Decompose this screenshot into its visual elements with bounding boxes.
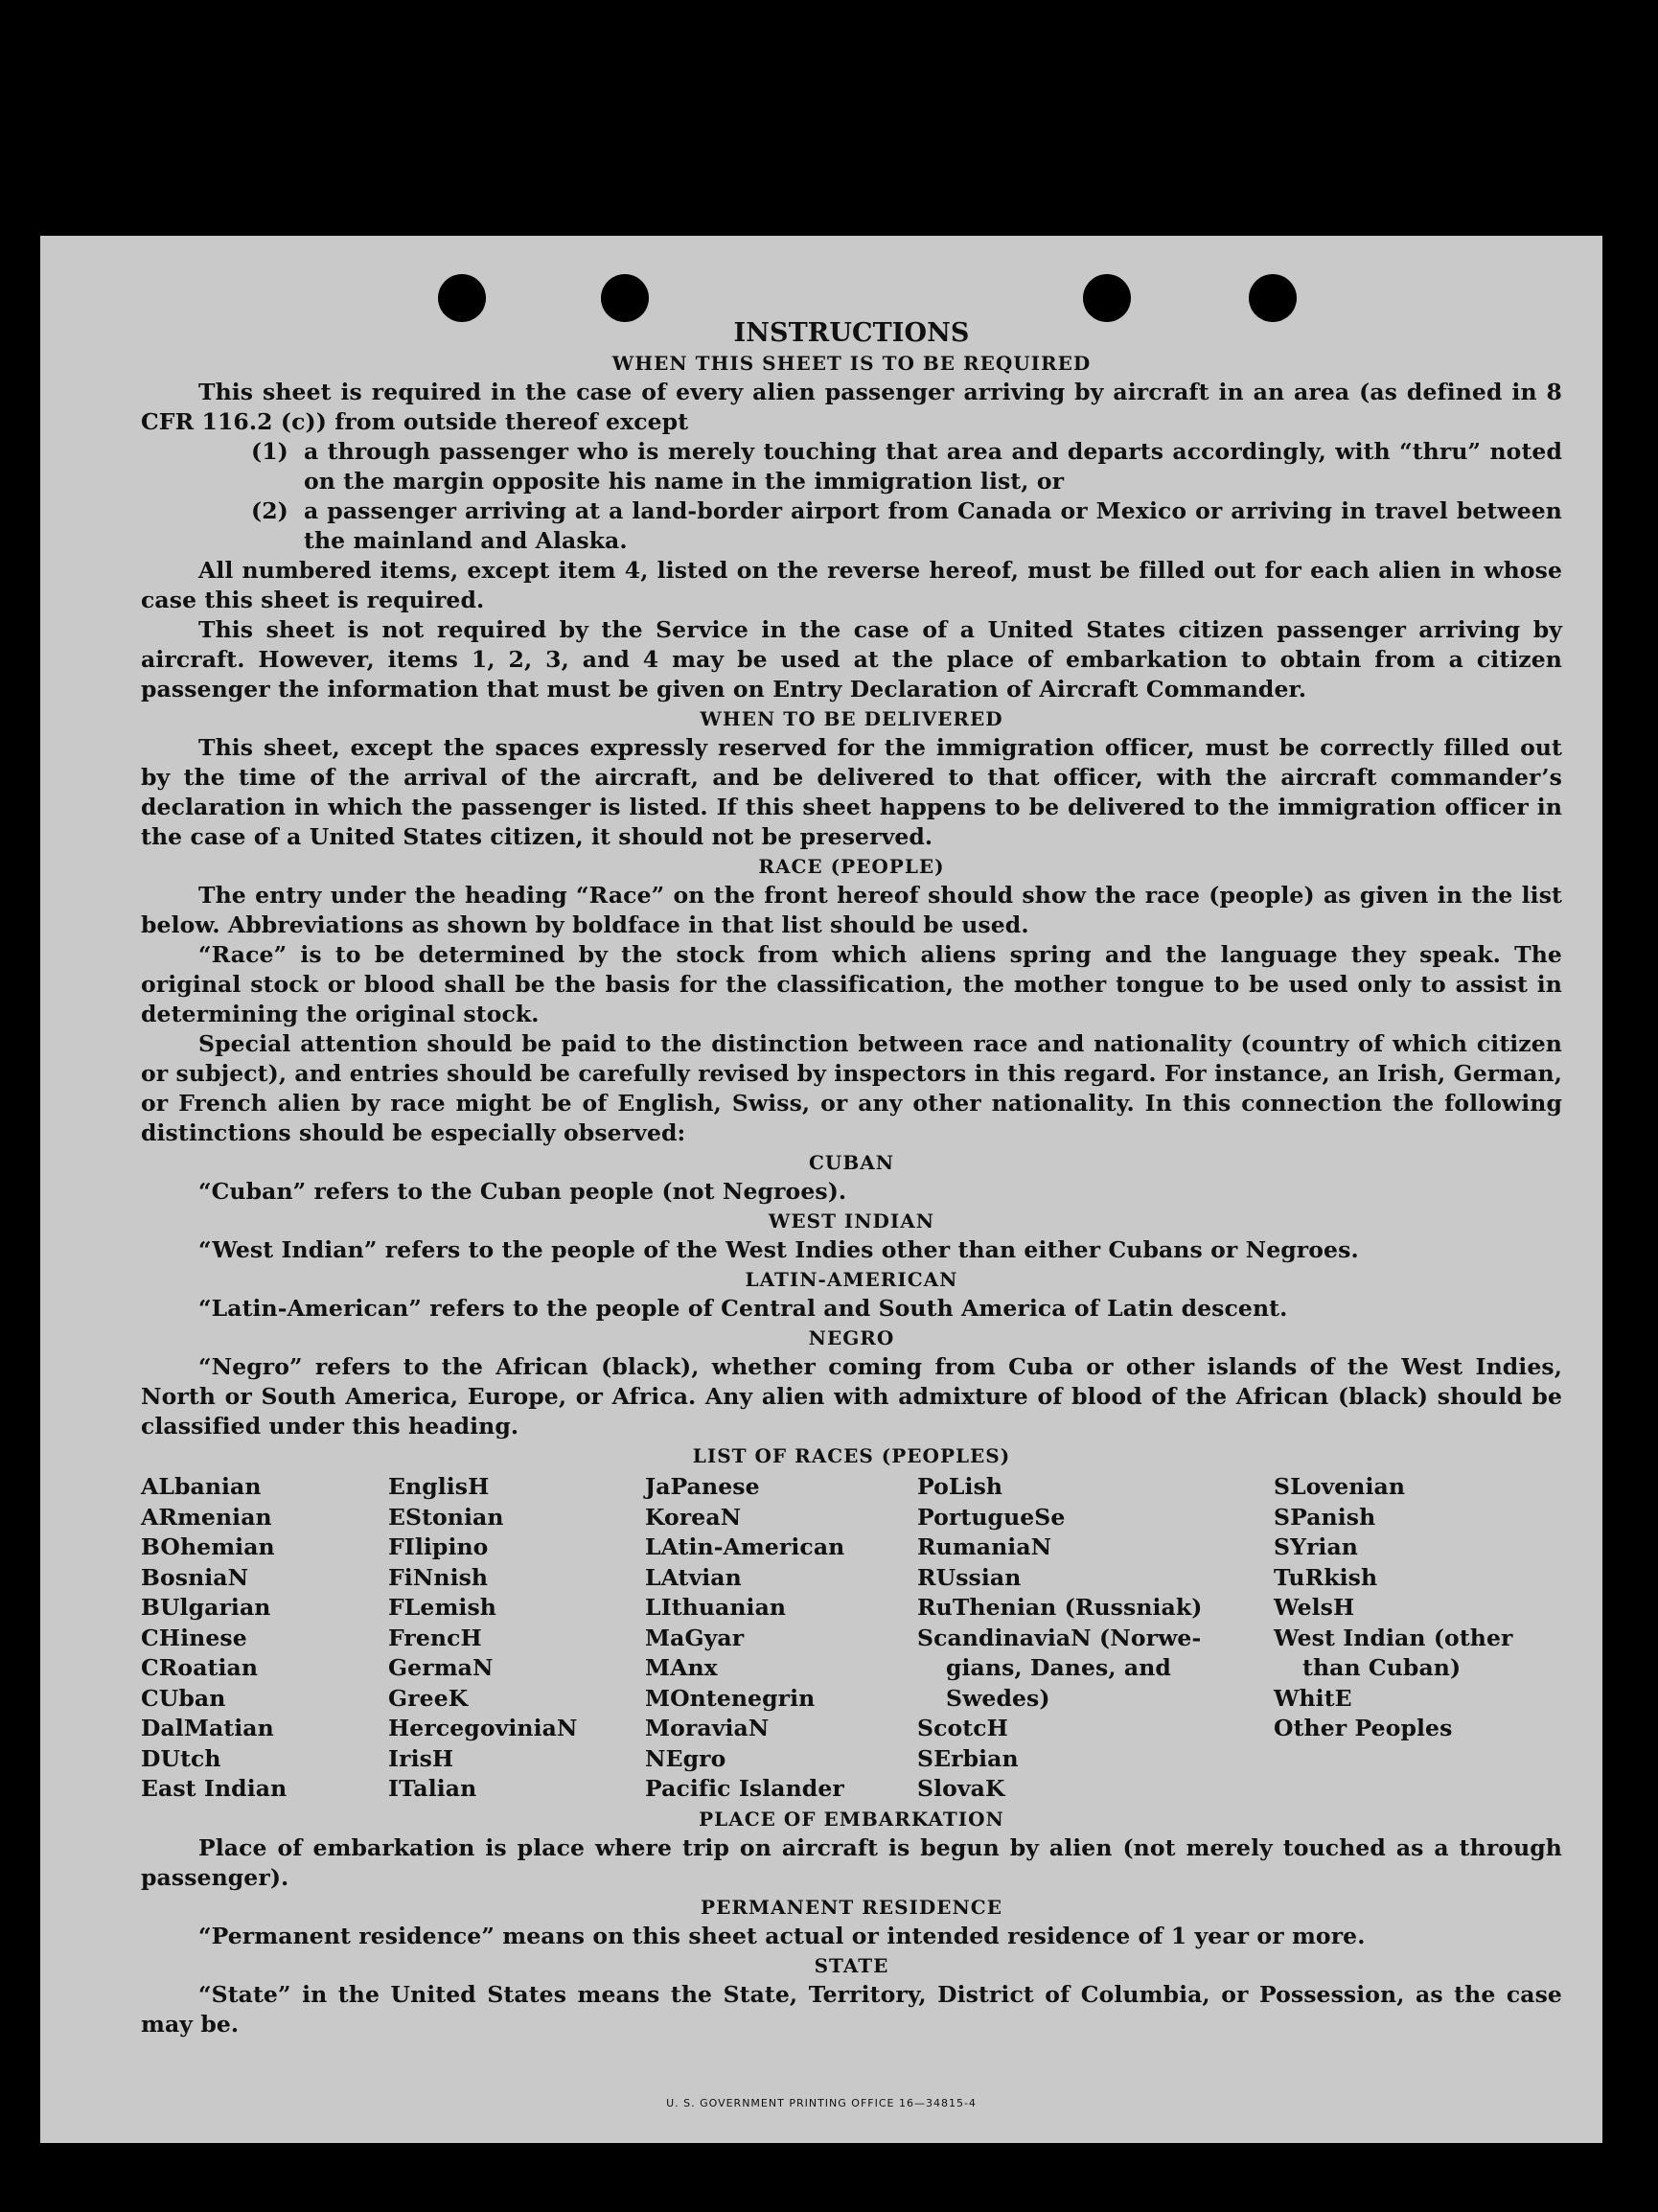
race-item: CHinese — [141, 1624, 247, 1651]
list-item — [251, 496, 1562, 556]
section-heading-races: LIST OF RACES (PEOPLES) — [692, 1444, 1011, 1467]
punch-hole — [1083, 274, 1131, 322]
paragraph: “Race” is to be determined by the stock from which aliens spring and the language they speak. The original stock or blood shall be the basis for the classification, the mother tongue to be used only to assist in determining the original stock. — [141, 941, 1562, 1027]
race-item: than Cuban) — [1302, 1654, 1462, 1681]
race-item: MaGyar — [645, 1624, 745, 1651]
definition: “State” in the United States means the State, Territory, District of Columbia, or Possession, as the case may be. — [141, 1980, 1562, 2038]
section-heading-west-indian: WEST INDIAN — [768, 1210, 935, 1233]
race-item: CRoatian — [141, 1654, 259, 1681]
race-item: FrencH — [388, 1624, 482, 1651]
race-item: gians, Danes, and — [946, 1654, 1171, 1681]
race-item: FiNnish — [388, 1563, 489, 1591]
race-item: ScotcH — [917, 1715, 1008, 1741]
race-item: SErbian — [917, 1744, 1019, 1772]
races-column-2 — [388, 1472, 645, 1805]
paragraph: This sheet is required in the case of every alien passenger arriving by aircraft in an area (as defined in 8 CFR 116.2 (c)) from outside thereof except — [141, 379, 1562, 435]
race-item: MoraviaN — [645, 1715, 770, 1741]
list-text: a passenger arriving at a land-border airport from Canada or Mexico or arriving in travel between the mainland and Alaska. — [304, 497, 1562, 554]
race-item: MOntenegrin — [645, 1684, 816, 1712]
race-item: SlovaK — [917, 1775, 1005, 1802]
race-item: SYrian — [1274, 1533, 1358, 1560]
section-heading-negro: NEGRO — [808, 1326, 895, 1349]
paragraph: Special attention should be paid to the distinction between race and nationality (country of which citizen or subject), and entries should be carefully revised by inspectors in this regard. For instance, an Irish, German, or French alien by race might be of English, Swiss, or any other nationality. In this connection the following distinctions should be especially observed: — [141, 1030, 1562, 1146]
race-item: LAtin-American — [645, 1533, 845, 1560]
punch-hole — [438, 274, 486, 322]
section-heading-latin-american: LATIN-AMERICAN — [745, 1268, 958, 1291]
race-item: WhitE — [1274, 1684, 1352, 1712]
list-text: a through passenger who is merely touching that area and departs accordingly, with “thru” noted on the margin opposite his name in the immigration list, or — [304, 438, 1562, 495]
paragraph: All numbered items, except item 4, listed on the reverse hereof, must be filled out for each alien in whose case this sheet is required. — [141, 557, 1562, 613]
race-item: DUtch — [141, 1744, 221, 1772]
race-item: ITalian — [388, 1775, 477, 1802]
race-item: East Indian — [141, 1775, 288, 1802]
race-item: SLovenian — [1274, 1473, 1406, 1500]
section-heading-state: STATE — [814, 1953, 889, 1977]
race-item: SPanish — [1274, 1503, 1376, 1531]
race-item: RuThenian (Russniak) — [917, 1594, 1203, 1621]
race-item: JaPanese — [645, 1473, 760, 1500]
race-item: BosniaN — [141, 1563, 249, 1591]
paragraph: The entry under the heading “Race” on the front hereof should show the race (people) as given in the list below. Abbreviations as shown by boldface in that list should be used. — [141, 882, 1562, 938]
race-item: PortugueSe — [917, 1503, 1066, 1531]
definition: Place of embarkation is place where trip on aircraft is begun by alien (not merely touched as a through passenger). — [141, 1833, 1562, 1891]
race-item: NEgro — [645, 1744, 726, 1772]
races-column-1 — [141, 1472, 388, 1805]
race-item: FIlipino — [388, 1533, 489, 1560]
race-item: LIthuanian — [645, 1594, 787, 1621]
section-heading-cuban: CUBAN — [808, 1151, 895, 1174]
race-item: MAnx — [645, 1654, 718, 1681]
race-item: ARmenian — [141, 1503, 272, 1531]
races-list — [141, 1472, 1562, 1805]
section-heading-required: WHEN THIS SHEET IS TO BE REQUIRED — [611, 352, 1092, 375]
race-item: West Indian (other — [1274, 1624, 1513, 1651]
section-heading-race: RACE (PEOPLE) — [758, 855, 945, 878]
race-item: RumaniaN — [917, 1533, 1052, 1560]
race-item: Swedes) — [946, 1684, 1050, 1712]
list-number: (2) — [251, 497, 288, 524]
race-item: LAtvian — [645, 1563, 742, 1591]
punch-hole — [601, 274, 649, 322]
race-item: WelsH — [1274, 1594, 1355, 1621]
race-item: GreeK — [388, 1684, 469, 1712]
section-heading-residence: PERMANENT RESIDENCE — [701, 1895, 1002, 1919]
race-item: ALbanian — [141, 1473, 262, 1500]
race-item: HercegoviniaN — [388, 1715, 578, 1741]
document-page — [40, 236, 1602, 2143]
races-column-5 — [1274, 1472, 1561, 1805]
race-item: RUssian — [917, 1563, 1022, 1591]
paragraph: This sheet is not required by the Service in the case of a United States citizen passenger arriving by aircraft. However, items 1, 2, 3, and 4 may be used at the place of embarkation to obtain from a citizen passenger the information that must be given on Entry Declaration of Aircraft Commander. — [141, 616, 1562, 703]
section-heading-embarkation: PLACE OF EMBARKATION — [699, 1807, 1004, 1831]
race-item: IrisH — [388, 1744, 454, 1772]
race-item: CUban — [141, 1684, 226, 1712]
punch-hole — [1249, 274, 1297, 322]
definition: “Negro” refers to the African (black), whether coming from Cuba or other islands of the West Indies, North or South America, Europe, or Africa. Any alien with admixture of blood of the African (black) should be classified under this heading. — [141, 1353, 1562, 1440]
race-item: FLemish — [388, 1594, 496, 1621]
definition: “Latin-American” refers to the people of Central and South America of Latin descent. — [198, 1295, 1288, 1322]
race-item: Pacific Islander — [645, 1775, 844, 1802]
race-item: TuRkish — [1274, 1563, 1378, 1591]
race-item: KoreaN — [645, 1503, 742, 1531]
paragraph: This sheet, except the spaces expressly reserved for the immigration officer, must be correctly filled out by the time of the arrival of the aircraft, and be delivered to that officer, with the aircraft commander’s declaration in which the passenger is listed. If this sheet happens to be delivered to the immigration officer in the case of a United States citizen, it should not be preserved. — [141, 734, 1562, 850]
races-column-3 — [645, 1472, 917, 1805]
race-item: PoLish — [917, 1473, 1003, 1500]
race-item: BUlgarian — [141, 1594, 271, 1621]
definition: “Permanent residence” means on this sheet actual or intended residence of 1 year or more. — [198, 1922, 1366, 1949]
instructions-body — [141, 318, 1562, 2039]
race-item: ScandinaviaN (Norwe- — [917, 1624, 1202, 1651]
race-item: EnglisH — [388, 1473, 490, 1500]
definition: “West Indian” refers to the people of the West Indies other than either Cubans or Negroes. — [198, 1236, 1359, 1263]
race-item: GermaN — [388, 1654, 494, 1681]
list-item — [251, 437, 1562, 496]
race-item: BOhemian — [141, 1533, 275, 1560]
race-item: EStonian — [388, 1503, 504, 1531]
printer-imprint: U. S. GOVERNMENT PRINTING OFFICE 16—34815-4 — [666, 2097, 977, 2109]
list-number: (1) — [251, 438, 288, 465]
races-column-4 — [917, 1472, 1274, 1805]
race-item: Other Peoples — [1274, 1715, 1453, 1741]
section-heading-delivered: WHEN TO BE DELIVERED — [700, 707, 1003, 730]
race-item: DalMatian — [141, 1715, 274, 1741]
definition: “Cuban” refers to the Cuban people (not Negroes). — [198, 1178, 847, 1205]
page-title: INSTRUCTIONS — [733, 318, 970, 348]
